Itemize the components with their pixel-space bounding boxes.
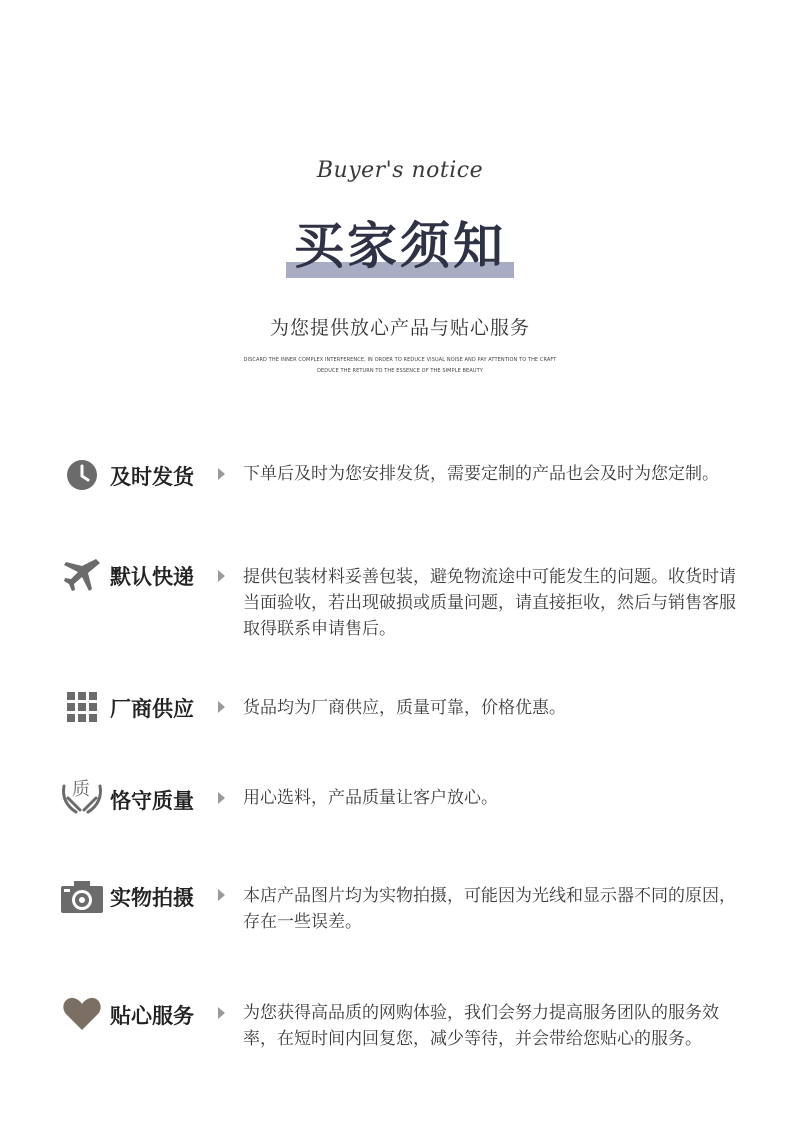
arrow-right-icon — [218, 792, 225, 804]
english-tagline-2: DEDUCE THE RETURN TO THE ESSENCE OF THE SIMPLE BEAUTY — [317, 368, 483, 374]
clock-icon — [60, 455, 104, 495]
header — [0, 0, 800, 400]
item-label: 恪守质量 — [110, 789, 194, 813]
arrow-right-icon — [218, 570, 225, 582]
item-description: 为您获得高品质的网购体验，我们会努力提高服务团队的服务效率，在短时间内回复您，减少等待，并会带给您贴心的服务。 — [243, 1003, 719, 1049]
quality-hands-icon — [60, 777, 104, 817]
item-description: 下单后及时为您安排发货，需要定制的产品也会及时为您定制。 — [243, 464, 719, 484]
camera-icon — [60, 876, 104, 916]
airplane-icon — [60, 555, 104, 595]
arrow-right-icon — [218, 1007, 225, 1019]
item-label: 贴心服务 — [110, 1004, 194, 1028]
item-description: 用心选料，产品质量让客户放心。 — [243, 788, 498, 808]
arrow-right-icon — [218, 468, 225, 480]
item-description: 本店产品图片均为实物拍摄，可能因为光线和显示器不同的原因，存在一些误差。 — [243, 886, 736, 932]
heart-icon — [60, 994, 104, 1034]
item-label: 默认快递 — [110, 565, 194, 589]
item-description: 货品均为厂商供应，质量可靠，价格优惠。 — [243, 698, 566, 718]
arrow-right-icon — [218, 889, 225, 901]
english-tagline-1: DISCARD THE INNER COMPLEX INTERFERENCE, IN ORDER TO REDUCE VISUAL NOISE AND PAY ATTENTION TO THE CRAFT — [243, 357, 557, 363]
item-description: 提供包装材料妥善包装，避免物流途中可能发生的问题。收货时请当面验收，若出现破损或质量问题，请直接拒收，然后与销售客服取得联系申请售后。 — [243, 567, 736, 639]
arrow-right-icon — [218, 701, 225, 713]
grid-icon — [60, 687, 104, 727]
script-title: Buyer's notice — [316, 158, 484, 183]
subtitle: 为您提供放心产品与贴心服务 — [269, 317, 530, 339]
main-title: 买家须知 — [294, 216, 506, 275]
quality-glyph: 质 — [72, 779, 90, 800]
item-label: 及时发货 — [110, 465, 194, 489]
item-label: 实物拍摄 — [110, 886, 194, 910]
item-label: 厂商供应 — [110, 697, 194, 721]
